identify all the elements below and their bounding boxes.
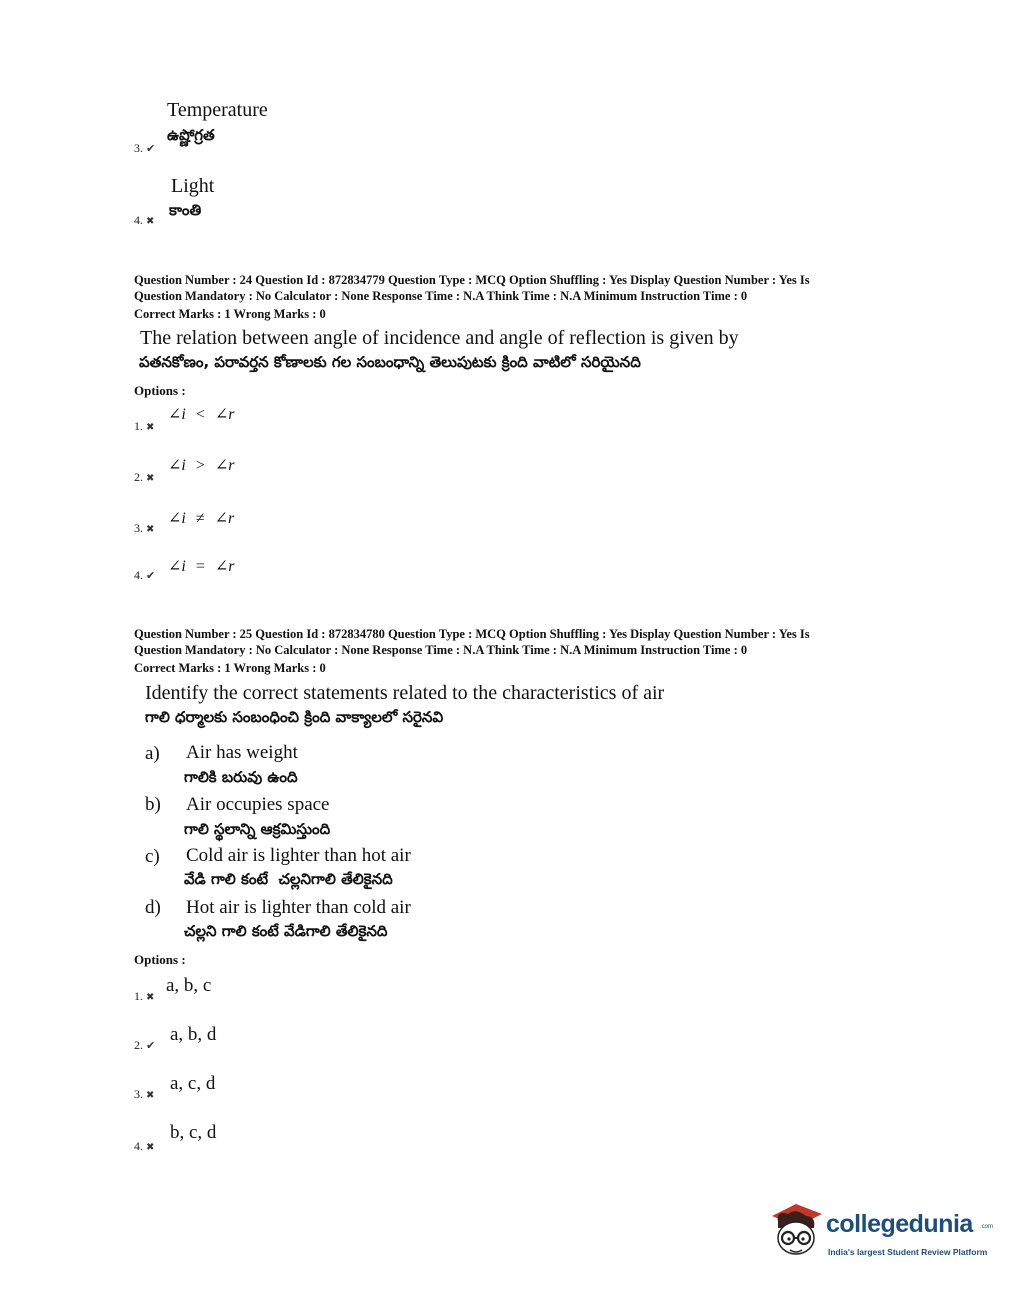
q24-question-english: The relation between angle of incidence and angle of reflection is given by <box>140 327 739 349</box>
angle-i: ∠i <box>168 406 186 423</box>
q25-statement-c-letter: c) <box>145 846 160 867</box>
option-number: 3. <box>134 141 143 155</box>
option-number: 2. <box>134 470 143 484</box>
correct-check-icon: ✔ <box>146 143 156 155</box>
q25-statement-a-letter: a) <box>145 743 160 764</box>
prev-option-4-english: Light <box>171 175 215 197</box>
q24-option-1-number <box>134 419 154 434</box>
q25-meta <box>134 627 810 677</box>
option-number: 1. <box>134 419 143 433</box>
prev-option-3-english: Temperature <box>167 99 268 121</box>
wrong-cross-icon: ✖ <box>146 473 155 484</box>
prev-option-4-number <box>134 213 154 228</box>
q25-statement-c-telugu: వేడి గాలి కంటే చల్లనిగాలి తేలికైనది <box>184 870 393 888</box>
wrong-cross-icon: ✖ <box>146 216 155 227</box>
wrong-cross-icon: ✖ <box>146 992 155 1003</box>
angle-r: ∠r <box>214 406 235 423</box>
q25-meta-line1: Question Number : 25 Question Id : 872834780 Question Type : MCQ Option Shuffling : Yes Display Question Number : Yes Is <box>134 627 810 641</box>
q24-options-label: Options : <box>134 383 186 398</box>
q25-option-3-number <box>134 1087 154 1102</box>
wrong-cross-icon: ✖ <box>146 1090 155 1101</box>
q24-marks: Correct Marks : 1 Wrong Marks : 0 <box>134 307 326 321</box>
option-number: 1. <box>134 989 143 1003</box>
prev-option-3-telugu: ఉష్ణోగ్రత <box>167 126 215 144</box>
q24-meta <box>134 273 810 323</box>
angle-i: ∠i <box>168 457 186 474</box>
q25-question-english: Identify the correct statements related to the characteristics of air <box>145 682 665 704</box>
q25-option-1-number <box>134 989 154 1004</box>
q25-statement-b-telugu: గాలి స్థలాన్ని ఆక్రమిస్తుంది <box>184 820 331 838</box>
q25-question-telugu: గాలి ధర్మాలకు సంబంధించి క్రింది వాక్యాలలో సరైనవి <box>145 708 444 726</box>
q24-option-4 <box>168 556 235 576</box>
correct-check-icon: ✔ <box>146 570 156 582</box>
q25-option-4-number <box>134 1139 154 1154</box>
q25-option-2-number <box>134 1038 155 1053</box>
correct-check-icon: ✔ <box>146 1040 156 1052</box>
option-number: 4. <box>134 213 143 227</box>
prev-option-3-number <box>134 141 155 156</box>
mascot-logo-icon <box>766 1196 826 1262</box>
option-number: 3. <box>134 521 143 535</box>
relation-operator: = <box>195 558 205 575</box>
relation-operator: < <box>195 406 205 423</box>
option-number: 2. <box>134 1038 143 1052</box>
q24-option-3 <box>168 508 234 528</box>
q25-option-3-text: a, c, d <box>170 1073 216 1094</box>
q25-marks: Correct Marks : 1 Wrong Marks : 0 <box>134 661 326 675</box>
q24-option-2-number <box>134 470 154 485</box>
q25-option-2-text: a, b, d <box>170 1024 217 1045</box>
q25-statement-a-english: Air has weight <box>186 742 298 763</box>
q25-statement-b-english: Air occupies space <box>186 794 330 815</box>
q25-statement-b-letter: b) <box>145 794 161 815</box>
collegedunia-watermark <box>766 1196 996 1268</box>
brand-tagline: India's largest Student Review Platform <box>828 1247 988 1257</box>
q24-option-4-number <box>134 568 155 583</box>
q24-meta-line1: Question Number : 24 Question Id : 872834779 Question Type : MCQ Option Shuffling : Yes Display Question Number : Yes Is <box>134 273 810 287</box>
q24-meta-line2: Question Mandatory : No Calculator : None Response Time : N.A Think Time : N.A Minimum Instruction Time : 0 <box>134 288 748 303</box>
option-number: 4. <box>134 1139 143 1153</box>
prev-option-4-telugu: కాంతి <box>169 201 202 219</box>
q25-statement-a-telugu: గాలికి బరువు ఉంది <box>184 768 298 786</box>
angle-r: ∠r <box>214 558 235 575</box>
relation-operator: > <box>195 457 205 474</box>
q25-meta-line2: Question Mandatory : No Calculator : None Response Time : N.A Think Time : N.A Minimum Instruction Time : 0 <box>134 642 748 657</box>
q25-option-4-text: b, c, d <box>170 1122 217 1143</box>
angle-r: ∠r <box>214 510 235 527</box>
q24-option-1 <box>168 404 235 424</box>
q24-question-telugu: పతనకోణం, పరావర్తన కోణాలకు గల సంబంధాన్ని తెలుపుటకు క్రింది వాటిలో సరియైనది <box>139 353 641 371</box>
option-number: 4. <box>134 568 143 582</box>
q25-statement-d-english: Hot air is lighter than cold air <box>186 897 411 918</box>
brand-suffix: .com <box>980 1224 994 1230</box>
wrong-cross-icon: ✖ <box>146 1142 155 1153</box>
angle-i: ∠i <box>168 510 186 527</box>
wrong-cross-icon: ✖ <box>146 524 155 535</box>
relation-operator: ≠ <box>195 510 205 527</box>
q25-statement-d-letter: d) <box>145 897 161 918</box>
brand-name: collegedunia <box>826 1210 973 1238</box>
q25-options-label: Options : <box>134 952 186 967</box>
angle-i: ∠i <box>168 558 186 575</box>
q24-option-2 <box>168 455 235 475</box>
angle-r: ∠r <box>214 457 235 474</box>
q25-statement-d-telugu: చల్లని గాలి కంటే వేడిగాలి తేలికైనది <box>184 922 388 940</box>
q25-option-1-text: a, b, c <box>166 975 212 996</box>
q25-statement-c-english: Cold air is lighter than hot air <box>186 845 411 866</box>
option-number: 3. <box>134 1087 143 1101</box>
wrong-cross-icon: ✖ <box>146 422 155 433</box>
q24-option-3-number <box>134 521 154 536</box>
